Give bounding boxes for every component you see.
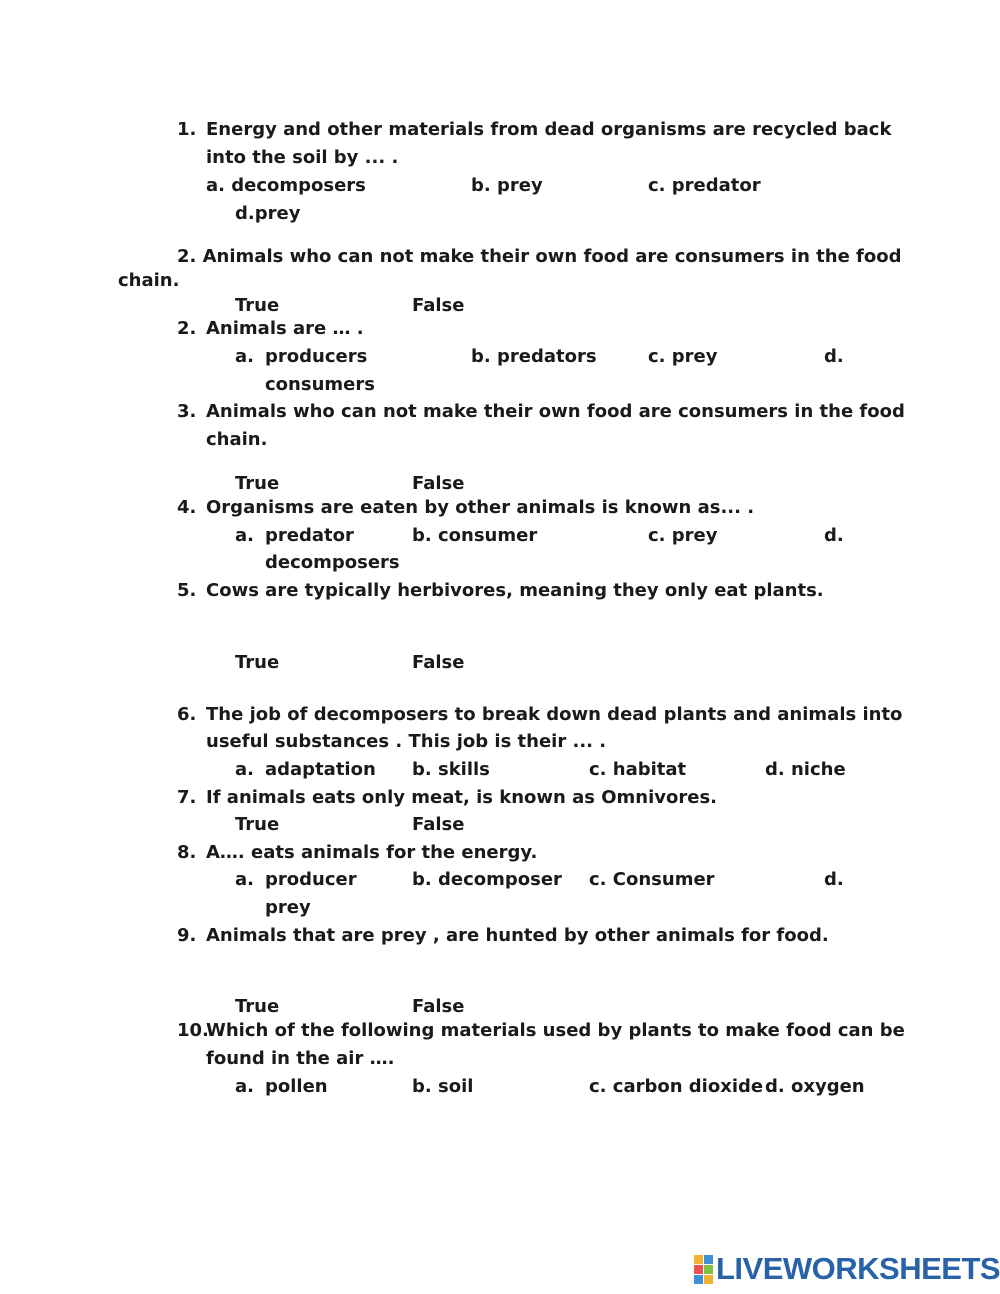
q8-number: 8.: [177, 842, 197, 863]
q1-option-b[interactable]: b. prey: [471, 175, 543, 196]
q3-false-option[interactable]: False: [412, 473, 465, 494]
q9-true-option[interactable]: True: [235, 996, 280, 1017]
q1-text-line2: into the soil by ... .: [206, 147, 399, 168]
q2-option-c[interactable]: c. prey: [648, 346, 718, 367]
q7-number: 7.: [177, 787, 197, 808]
logo-square-1: [694, 1255, 703, 1264]
q4-number: 4.: [177, 497, 197, 518]
q5-text: Cows are typically herbivores, meaning they only eat plants.: [206, 580, 824, 601]
q7-true-option[interactable]: True: [235, 814, 280, 835]
q1-option-a[interactable]: a. decomposers: [206, 175, 366, 196]
q3-true-option[interactable]: True: [235, 473, 280, 494]
logo-square-3: [694, 1265, 703, 1274]
q4-option-b[interactable]: b. consumer: [412, 525, 538, 546]
q1-number: 1.: [177, 119, 197, 140]
q4-text: Organisms are eaten by other animals is known as... .: [206, 497, 755, 518]
q2-option-b[interactable]: b. predators: [471, 346, 597, 367]
q6-option-a[interactable]: adaptation: [265, 759, 376, 780]
q7-false-option[interactable]: False: [412, 814, 465, 835]
logo-square-6: [704, 1275, 713, 1284]
q10-text-line2: found in the air ….: [206, 1048, 395, 1069]
q5-number: 5.: [177, 580, 197, 601]
logo-square-5: [694, 1275, 703, 1284]
q6-option-a-letter: a.: [235, 759, 254, 780]
liveworksheets-logo-text: LIVEWORKSHEETS: [716, 1251, 1000, 1286]
q8-option-b[interactable]: b. decomposer: [412, 869, 562, 890]
q10-option-b[interactable]: b. soil: [412, 1076, 474, 1097]
q2-text: Animals are … .: [206, 318, 364, 339]
q10-number: 10.: [177, 1020, 209, 1041]
q3-number: 3.: [177, 401, 197, 422]
q5-false-option[interactable]: False: [412, 652, 465, 673]
q2tf-true-option[interactable]: True: [235, 295, 280, 316]
q1-option-c[interactable]: c. predator: [648, 175, 761, 196]
q6-option-d[interactable]: d. niche: [765, 759, 846, 780]
q7-text: If animals eats only meat, is known as Omnivores.: [206, 787, 718, 808]
q5-true-option[interactable]: True: [235, 652, 280, 673]
q6-number: 6.: [177, 704, 197, 725]
q2-option-d-letter[interactable]: d.: [824, 346, 844, 367]
q1-text-line1: Energy and other materials from dead organisms are recycled back: [206, 119, 892, 140]
q3-text-line1: Animals who can not make their own food are consumers in the food: [206, 401, 905, 422]
q2tf-false-option[interactable]: False: [412, 295, 465, 316]
q10-text-line1: Which of the following materials used by plants to make food can be: [206, 1020, 905, 1041]
q10-option-a-letter: a.: [235, 1076, 254, 1097]
q8-option-c[interactable]: c. Consumer: [589, 869, 715, 890]
q4-option-d[interactable]: decomposers: [265, 552, 400, 573]
q9-false-option[interactable]: False: [412, 996, 465, 1017]
q2tf-text-line1: 2. Animals who can not make their own food are consumers in the food: [177, 246, 902, 267]
q8-option-d-letter[interactable]: d.: [824, 869, 844, 890]
q2-option-d[interactable]: consumers: [265, 374, 375, 395]
q6-text-line2: useful substances . This job is their ... .: [206, 731, 607, 752]
q4-option-c[interactable]: c. prey: [648, 525, 718, 546]
q10-option-c[interactable]: c. carbon dioxide: [589, 1076, 764, 1097]
logo-square-2: [704, 1255, 713, 1264]
q4-option-a[interactable]: predator: [265, 525, 354, 546]
q10-option-d[interactable]: d. oxygen: [765, 1076, 865, 1097]
q8-option-a[interactable]: producer: [265, 869, 357, 890]
q2tf-text-line2: chain.: [118, 270, 180, 291]
q2-option-a-letter: a.: [235, 346, 254, 367]
q4-option-d-letter[interactable]: d.: [824, 525, 844, 546]
q10-option-a[interactable]: pollen: [265, 1076, 328, 1097]
q6-text-line1: The job of decomposers to break down dead plants and animals into: [206, 704, 903, 725]
q6-option-b[interactable]: b. skills: [412, 759, 490, 780]
q8-text: A…. eats animals for the energy.: [206, 842, 538, 863]
q8-option-a-letter: a.: [235, 869, 254, 890]
q3-text-line2: chain.: [206, 429, 268, 450]
q6-option-c[interactable]: c. habitat: [589, 759, 687, 780]
liveworksheets-logo: [694, 1252, 1000, 1286]
q4-option-a-letter: a.: [235, 525, 254, 546]
q2-number: 2.: [177, 318, 197, 339]
q2-option-a[interactable]: producers: [265, 346, 368, 367]
q8-option-d[interactable]: prey: [265, 897, 311, 918]
q1-option-d[interactable]: d.prey: [235, 203, 301, 224]
q9-text: Animals that are prey , are hunted by other animals for food.: [206, 925, 829, 946]
logo-square-4: [704, 1265, 713, 1274]
liveworksheets-logo-icon: [694, 1255, 713, 1284]
q9-number: 9.: [177, 925, 197, 946]
